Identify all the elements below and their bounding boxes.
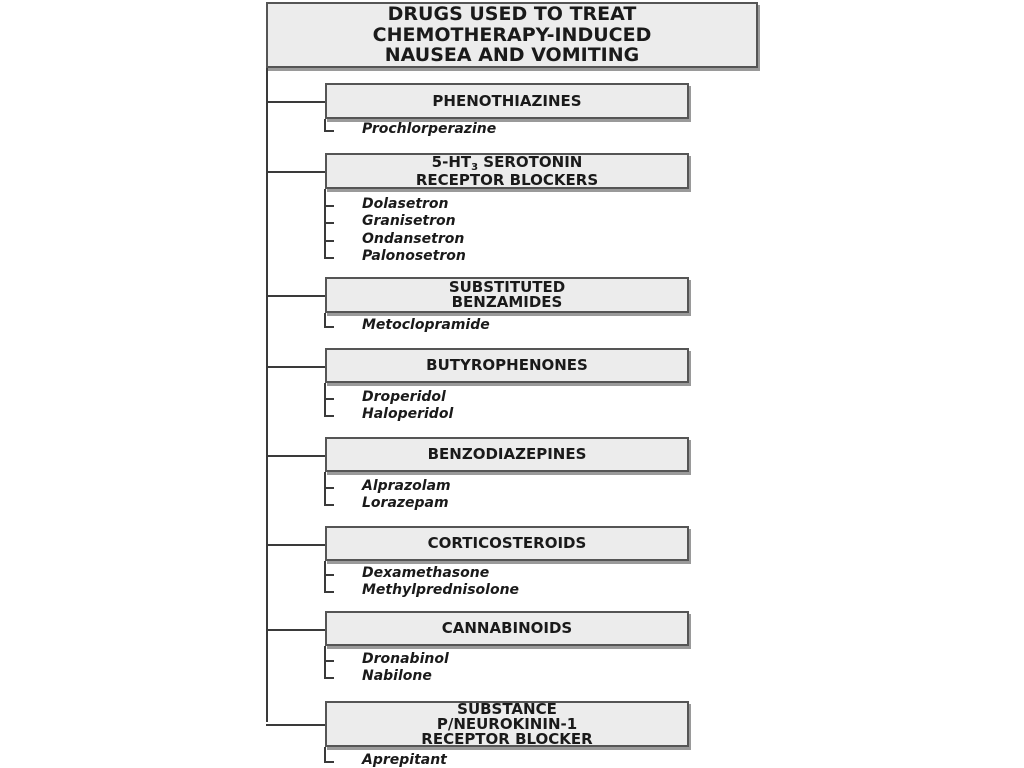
drug-tick — [324, 660, 334, 662]
drug-tick — [324, 677, 334, 679]
drug-name: Alprazolam — [362, 478, 451, 494]
drug-tick — [324, 240, 334, 242]
label-prefix: 5-HT — [431, 152, 472, 171]
drug-list-line — [324, 646, 326, 678]
drug-tick — [324, 487, 334, 489]
branch-connector — [266, 544, 326, 546]
drug-name: Palonosetron — [362, 247, 466, 264]
drug-name: Lorazepam — [362, 495, 449, 512]
category-box — [325, 526, 689, 561]
drug-list-line — [324, 313, 326, 327]
category-box — [325, 701, 689, 747]
drug-tick — [324, 130, 334, 132]
title-line-3: NAUSEA AND VOMITING — [384, 44, 640, 67]
category-label: BENZODIAZEPINES — [427, 445, 587, 463]
category-label: CANNABINOIDS — [441, 619, 573, 637]
category-box — [325, 348, 689, 383]
category-label: RECEPTOR BLOCKER — [421, 729, 593, 748]
drug-tick — [324, 205, 334, 207]
drug-tick — [324, 326, 334, 328]
drug-name: Dronabinol — [362, 651, 449, 667]
drug-name: Metoclopramide — [362, 317, 490, 333]
drug-tick — [324, 504, 334, 506]
label-suffix: SEROTONIN — [478, 152, 583, 171]
drug-name: Nabilone — [362, 668, 432, 685]
category-label: PHENOTHIAZINES — [432, 91, 582, 110]
branch-connector — [266, 171, 326, 173]
category-box — [325, 611, 689, 646]
category-label: SUBSTANCE — [457, 699, 557, 718]
branch-connector — [266, 629, 326, 631]
drug-tick — [324, 591, 334, 593]
drug-tick — [324, 761, 334, 763]
label-subscript: 3 — [471, 161, 479, 173]
drug-name: Haloperidol — [362, 406, 454, 423]
drug-tick — [324, 398, 334, 400]
drug-tick — [324, 574, 334, 576]
drug-name: Granisetron — [362, 213, 456, 230]
category-label: CORTICOSTEROIDS — [427, 534, 587, 552]
drug-name: Methylprednisolone — [362, 582, 520, 599]
drug-name: Dolasetron — [362, 196, 449, 212]
category-label: BENZAMIDES — [451, 293, 563, 311]
category-box — [325, 437, 689, 472]
category-box — [325, 83, 689, 119]
category-label — [431, 152, 583, 173]
drug-tick — [324, 415, 334, 417]
drug-name: Dexamethasone — [362, 565, 490, 581]
diagram-title — [266, 2, 758, 68]
branch-connector — [266, 724, 326, 726]
drug-list-line — [324, 747, 326, 762]
category-box — [325, 153, 689, 189]
branch-connector — [266, 455, 326, 457]
category-box — [325, 277, 689, 313]
category-label: P/NEUROKININ-1 — [436, 714, 578, 733]
category-label: SUBSTITUTED — [448, 278, 566, 296]
category-label: RECEPTOR BLOCKERS — [415, 170, 599, 189]
title-line-1: DRUGS USED TO TREAT — [387, 3, 637, 26]
title-line-2: CHEMOTHERAPY-INDUCED — [372, 23, 652, 46]
category-label: BUTYROPHENONES — [426, 356, 588, 374]
branch-connector — [266, 295, 326, 297]
branch-connector — [266, 366, 326, 368]
drug-name: Prochlorperazine — [362, 121, 497, 137]
drug-tick — [324, 257, 334, 259]
drug-list-line — [324, 561, 326, 592]
drug-name: Droperidol — [362, 389, 446, 405]
drug-name: Ondansetron — [362, 230, 465, 247]
trunk-line — [266, 68, 268, 722]
branch-connector — [266, 101, 326, 103]
drug-tick — [324, 222, 334, 224]
drug-name: Aprepitant — [362, 752, 447, 768]
